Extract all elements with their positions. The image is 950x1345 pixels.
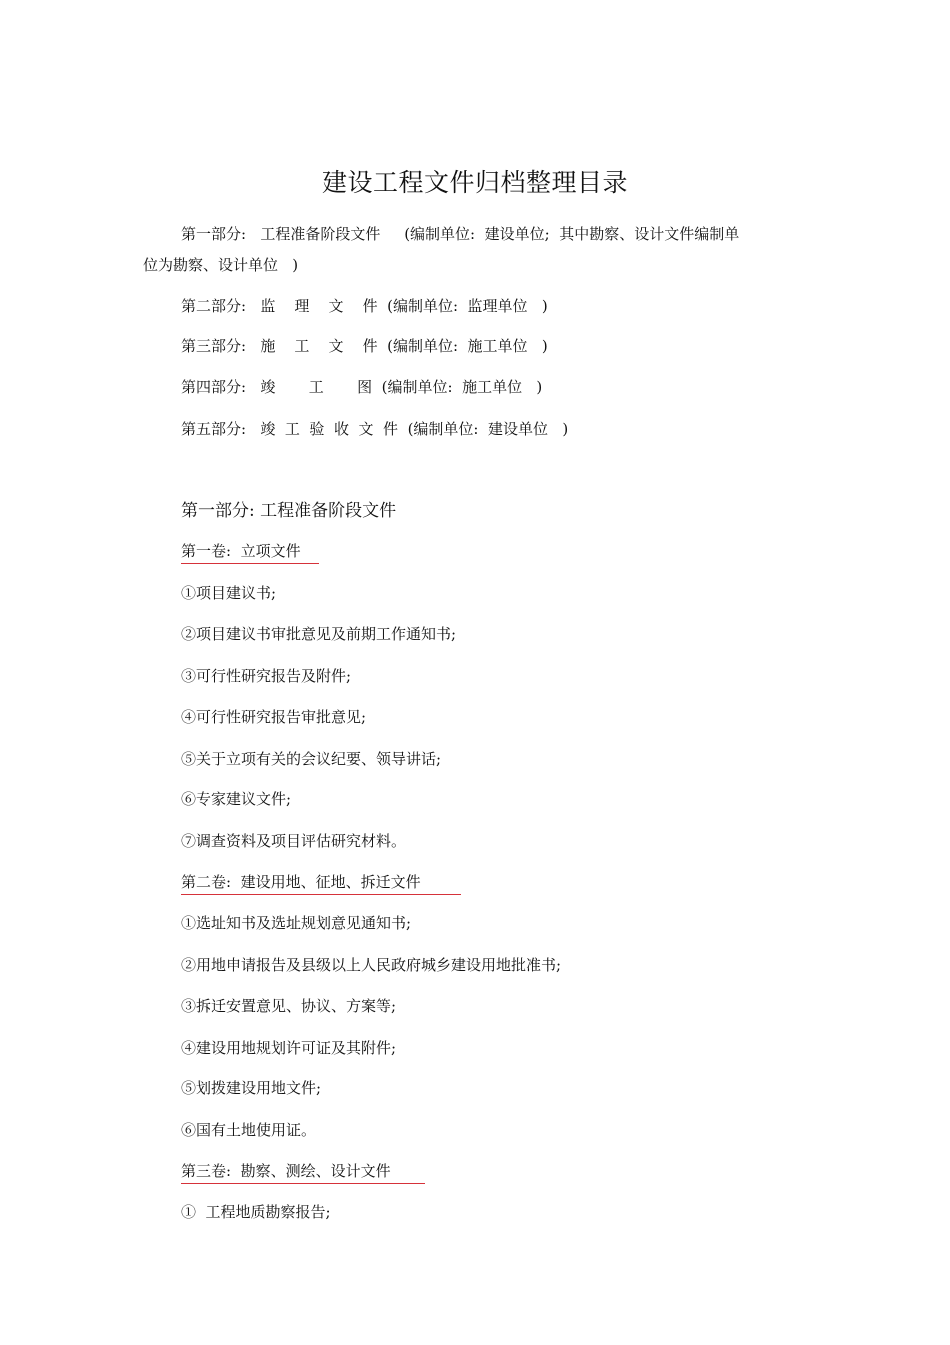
volume1-item: ⑦调查资料及项目评估研究材料。 <box>181 832 407 850</box>
overview-part1-line1: 第一部分: 工程准备阶段文件 (编制单位: 建设单位; 其中勘察、设计文件编制单 <box>181 225 740 243</box>
volume1-item: ①项目建议书; <box>181 584 277 602</box>
volume1-item: ⑤关于立项有关的会议纪要、领导讲话; <box>181 750 442 768</box>
overview-part1-line2: 位为勘察、设计单位 ) <box>143 256 299 274</box>
volume3-item: ① 工程地质勘察报告; <box>181 1203 331 1221</box>
volume1-item: ⑥专家建议文件; <box>181 790 292 808</box>
volume1-item: ②项目建议书审批意见及前期工作通知书; <box>181 625 457 643</box>
volume2-item: ⑤划拨建设用地文件; <box>181 1079 322 1097</box>
volume2-item: ③拆迁安置意见、协议、方案等; <box>181 997 397 1015</box>
overview-part4: 第四部分: 竣 工 图 (编制单位: 施工单位 ) <box>181 378 543 396</box>
overview-part2: 第二部分: 监 理 文 件 (编制单位: 监理单位 ) <box>181 297 548 315</box>
section-heading: 第一部分: 工程准备阶段文件 <box>181 501 397 521</box>
volume2-heading: 第二卷: 建设用地、征地、拆迁文件 <box>181 872 461 895</box>
volume2-item: ②用地申请报告及县级以上人民政府城乡建设用地批准书; <box>181 956 562 974</box>
volume1-heading: 第一卷: 立项文件 <box>181 541 319 564</box>
volume2-item: ④建设用地规划许可证及其附件; <box>181 1039 397 1057</box>
volume3-heading: 第三卷: 勘察、测绘、设计文件 <box>181 1161 425 1184</box>
volume1-item: ④可行性研究报告审批意见; <box>181 708 367 726</box>
document-title: 建设工程文件归档整理目录 <box>321 168 628 197</box>
overview-part3: 第三部分: 施 工 文 件 (编制单位: 施工单位 ) <box>181 337 548 355</box>
overview-part5: 第五部分: 竣 工 验 收 文 件 (编制单位: 建设单位 ) <box>181 420 569 438</box>
volume2-item: ①选址知书及选址规划意见通知书; <box>181 914 412 932</box>
volume1-item: ③可行性研究报告及附件; <box>181 667 352 685</box>
volume2-item: ⑥国有土地使用证。 <box>181 1121 317 1139</box>
